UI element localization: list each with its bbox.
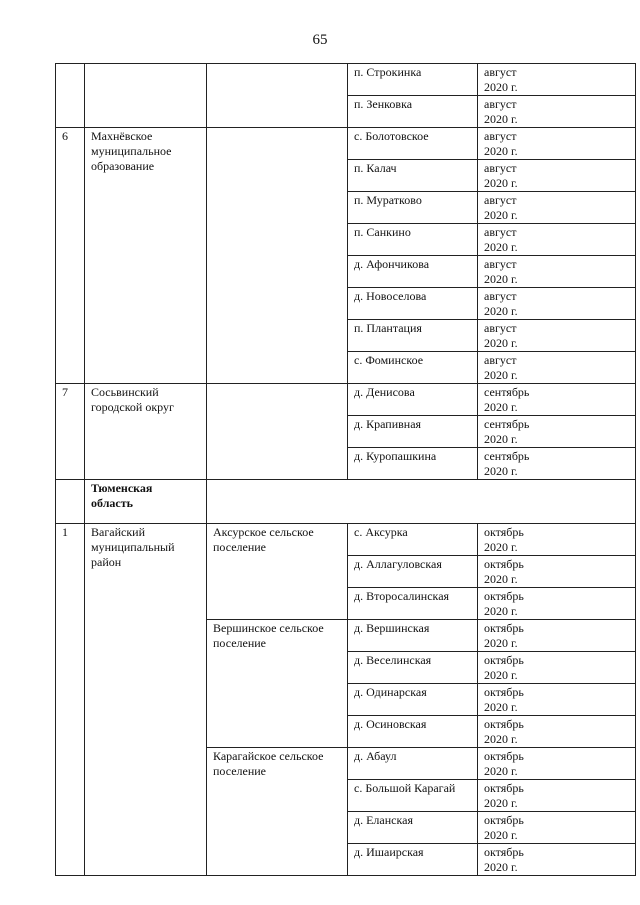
locality-cell: д. Афончикова: [348, 256, 478, 288]
settlement-cell: [207, 128, 348, 384]
row-number-cell: 1: [56, 524, 85, 876]
row-number-cell: 7: [56, 384, 85, 480]
date-cell: октябрь 2020 г.: [478, 684, 636, 716]
settlement-cell: Карагайское сельское поселение: [207, 748, 348, 876]
date-cell: октябрь 2020 г.: [478, 556, 636, 588]
region-row: [56, 480, 636, 524]
settlement-cell: [207, 384, 348, 480]
date-cell: октябрь 2020 г.: [478, 620, 636, 652]
date-cell: август 2020 г.: [478, 352, 636, 384]
municipality-cell: Сосьвинский городской округ: [85, 384, 207, 480]
locality-cell: д. Осиновская: [348, 716, 478, 748]
locality-cell: д. Вершинская: [348, 620, 478, 652]
municipality-cell: Вагайский муниципальный район: [85, 524, 207, 876]
locality-cell: с. Фоминское: [348, 352, 478, 384]
date-cell: август 2020 г.: [478, 160, 636, 192]
locality-cell: д. Одинарская: [348, 684, 478, 716]
date-cell: август 2020 г.: [478, 96, 636, 128]
table-row: [56, 128, 636, 160]
date-cell: август 2020 г.: [478, 320, 636, 352]
row-number-cell: [56, 480, 85, 524]
locality-cell: д. Еланская: [348, 812, 478, 844]
date-cell: октябрь 2020 г.: [478, 812, 636, 844]
locality-cell: д. Крапивная: [348, 416, 478, 448]
locality-cell: д. Абаул: [348, 748, 478, 780]
row-number-cell: 6: [56, 128, 85, 384]
municipality-cell: [85, 64, 207, 128]
municipality-cell: Махнёвское муниципальное образование: [85, 128, 207, 384]
date-cell: август 2020 г.: [478, 64, 636, 96]
locality-cell: д. Аллагуловская: [348, 556, 478, 588]
settlement-cell: [207, 64, 348, 128]
locality-cell: д. Веселинская: [348, 652, 478, 684]
locality-cell: д. Денисова: [348, 384, 478, 416]
locality-cell: с. Болотовское: [348, 128, 478, 160]
locality-cell: п. Строкинка: [348, 64, 478, 96]
locality-cell: д. Ишаирская: [348, 844, 478, 876]
table-row: [56, 64, 636, 96]
locality-cell: д. Второсалинская: [348, 588, 478, 620]
date-cell: октябрь 2020 г.: [478, 524, 636, 556]
locality-cell: д. Куропашкина: [348, 448, 478, 480]
date-cell: сентябрь 2020 г.: [478, 448, 636, 480]
table-row: [56, 384, 636, 416]
region-empty-cell: [207, 480, 636, 524]
date-cell: август 2020 г.: [478, 128, 636, 160]
settlement-cell: Вершинское сельское поселение: [207, 620, 348, 748]
page-number: 65: [312, 32, 328, 48]
settlements-table: [55, 63, 636, 876]
date-cell: октябрь 2020 г.: [478, 716, 636, 748]
date-cell: октябрь 2020 г.: [478, 652, 636, 684]
date-cell: октябрь 2020 г.: [478, 588, 636, 620]
date-cell: август 2020 г.: [478, 288, 636, 320]
locality-cell: п. Плантация: [348, 320, 478, 352]
date-cell: август 2020 г.: [478, 256, 636, 288]
row-number-cell: [56, 64, 85, 128]
locality-cell: п. Зенковка: [348, 96, 478, 128]
date-cell: октябрь 2020 г.: [478, 780, 636, 812]
locality-cell: п. Калач: [348, 160, 478, 192]
region-name-cell: Тюменская область: [85, 480, 207, 524]
locality-cell: д. Новоселова: [348, 288, 478, 320]
date-cell: август 2020 г.: [478, 224, 636, 256]
locality-cell: с. Большой Карагай: [348, 780, 478, 812]
table-row: [56, 524, 636, 556]
settlement-cell: Аксурское сельское поселение: [207, 524, 348, 620]
date-cell: октябрь 2020 г.: [478, 748, 636, 780]
date-cell: сентябрь 2020 г.: [478, 416, 636, 448]
date-cell: сентябрь 2020 г.: [478, 384, 636, 416]
date-cell: август 2020 г.: [478, 192, 636, 224]
locality-cell: п. Санкино: [348, 224, 478, 256]
locality-cell: п. Муратково: [348, 192, 478, 224]
date-cell: октябрь 2020 г.: [478, 844, 636, 876]
locality-cell: с. Аксурка: [348, 524, 478, 556]
